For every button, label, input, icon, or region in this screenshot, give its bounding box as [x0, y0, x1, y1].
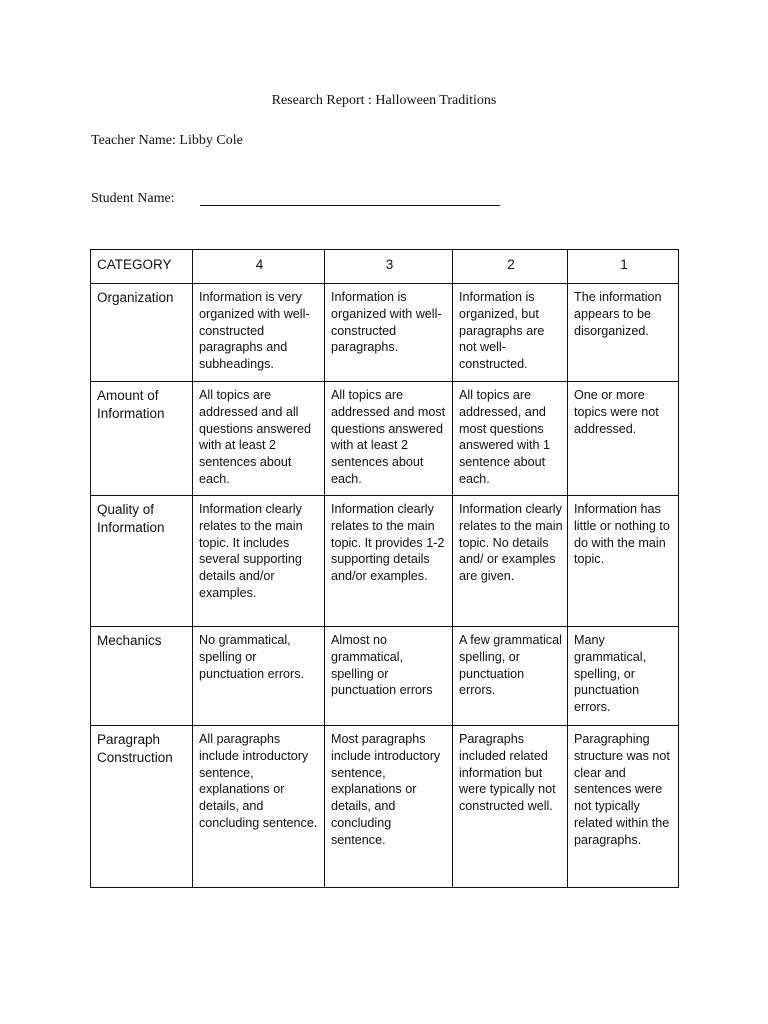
rubric-cell: Information clearly relates to the main topic. It includes several supporting details and/or examples. — [193, 496, 325, 627]
rubric-cell: Information clearly relates to the main topic. No details and/ or examples are given. — [453, 496, 568, 627]
category-cell: Paragraph Construction — [91, 726, 193, 888]
header-score-1: 1 — [568, 250, 679, 284]
rubric-cell: No grammatical, spelling or punctuation errors. — [193, 627, 325, 726]
rubric-cell: Paragraphs included related information but were typically not constructed well. — [453, 726, 568, 888]
rubric-cell: A few grammatical spelling, or punctuation errors. — [453, 627, 568, 726]
rubric-cell: All topics are addressed and most questions answered with at least 2 sentences about each. — [325, 382, 453, 496]
rubric-cell: All paragraphs include introductory sentence, explanations or details, and concluding sentence. — [193, 726, 325, 888]
category-cell: Organization — [91, 284, 193, 382]
table-row — [91, 382, 679, 496]
document-title: Research Report : Halloween Traditions — [271, 93, 497, 108]
table-row — [91, 726, 679, 888]
rubric-cell: All topics are addressed, and most questions answered with 1 sentence about each. — [453, 382, 568, 496]
student-name-line — [200, 205, 500, 206]
rubric-cell: Almost no grammatical, spelling or punctuation errors — [325, 627, 453, 726]
rubric-cell: Information is very organized with well-constructed paragraphs and subheadings. — [193, 284, 325, 382]
category-cell: Mechanics — [91, 627, 193, 726]
rubric-cell: Information is organized with well-constructed paragraphs. — [325, 284, 453, 382]
rubric-cell: The information appears to be disorganized. — [568, 284, 679, 382]
category-cell: Amount of Information — [91, 382, 193, 496]
rubric-cell: Many grammatical, spelling, or punctuation errors. — [568, 627, 679, 726]
header-row — [91, 250, 679, 284]
rubric-cell: Information is organized, but paragraphs are not well-constructed. — [453, 284, 568, 382]
rubric-cell: Paragraphing structure was not clear and sentences were not typically related within the paragraphs. — [568, 726, 679, 888]
category-cell: Quality of Information — [91, 496, 193, 627]
header-score-3: 3 — [325, 250, 453, 284]
rubric-cell: One or more topics were not addressed. — [568, 382, 679, 496]
student-name-label: Student Name: — [91, 191, 175, 206]
header-score-2: 2 — [453, 250, 568, 284]
rubric-table — [90, 249, 679, 888]
rubric-cell: Information clearly relates to the main topic. It provides 1-2 supporting details and/or examples. — [325, 496, 453, 627]
rubric-cell: Most paragraphs include introductory sentence, explanations or details, and concluding sentence. — [325, 726, 453, 888]
rubric-cell: Information has little or nothing to do with the main topic. — [568, 496, 679, 627]
header-category: CATEGORY — [91, 250, 193, 284]
table-row — [91, 627, 679, 726]
teacher-name: Teacher Name: Libby Cole — [91, 133, 243, 148]
table-row — [91, 284, 679, 382]
table-row — [91, 496, 679, 627]
header-score-4: 4 — [193, 250, 325, 284]
rubric-cell: All topics are addressed and all questions answered with at least 2 sentences about each. — [193, 382, 325, 496]
